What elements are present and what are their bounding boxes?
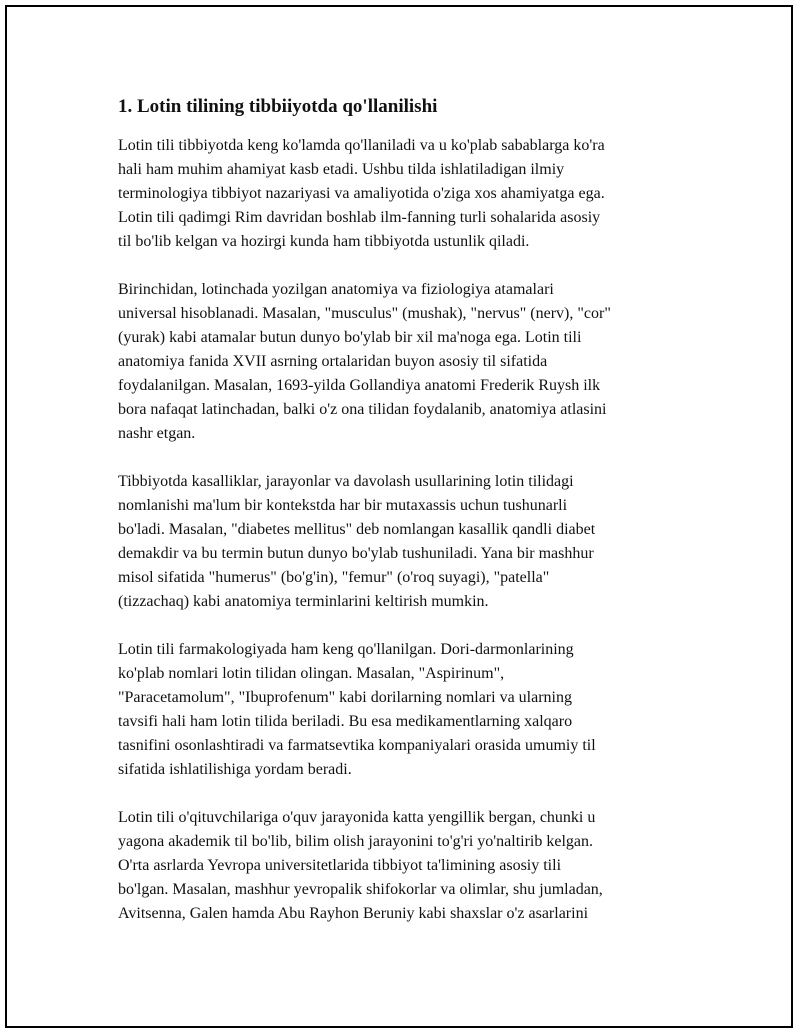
paragraph-diseases	[118, 470, 688, 614]
paragraph-line: terminologiya tibbiyot nazariyasi va amaliyotida o'ziga xos ahamiyatga ega.	[118, 185, 605, 202]
paragraph-line: nashr etgan.	[118, 425, 196, 442]
paragraph-line: tavsifi hali ham lotin tilida beriladi. Bu esa medikamentlarning xalqaro	[118, 713, 573, 730]
paragraph-line: Lotin tili qadimgi Rim davridan boshlab ilm-fanning turli sohalarida asosiy	[118, 209, 601, 226]
paragraph-line: yagona akademik til bo'lib, bilim olish jarayonini to'g'ri yo'naltirib kelgan.	[118, 833, 593, 850]
paragraph-line: anatomiya fanida XVII asrning ortalaridan buyon asosiy til sifatida	[118, 353, 548, 370]
paragraph-line: bo'lgan. Masalan, mashhur yevropalik shifokorlar va olimlar, shu jumladan,	[118, 881, 603, 898]
paragraph-education	[118, 806, 688, 926]
paragraph-line: universal hisoblanadi. Masalan, "musculus" (mushak), "nervus" (nerv), "cor"	[118, 305, 611, 322]
paragraph-line: demakdir va bu termin butun dunyo bo'ylab tushuniladi. Yana bir mashhur	[118, 545, 594, 562]
paragraph-line: til bo'lib kelgan va hozirgi kunda ham tibbiyotda ustunlik qiladi.	[118, 233, 530, 250]
paragraph-line: sifatida ishlatilishiga yordam beradi.	[118, 761, 352, 778]
section-title: 1. Lotin tilining tibbiiyotda qo'llanilishi	[118, 96, 438, 117]
paragraph-intro	[118, 134, 688, 254]
paragraph-line: Avitsenna, Galen hamda Abu Rayhon Beruniy kabi shaxslar o'z asarlarini	[118, 905, 589, 922]
paragraph-line: hali ham muhim ahamiyat kasb etadi. Ushbu tilda ishlatiladigan ilmiy	[118, 161, 565, 178]
paragraph-line: nomlanishi ma'lum bir kontekstda har bir mutaxassis uchun tushunarli	[118, 497, 568, 514]
paragraph-line: bo'ladi. Masalan, "diabetes mellitus" deb nomlangan kasallik qandli diabet	[118, 521, 596, 538]
paragraph-line: misol sifatida "humerus" (bo'g'in), "femur" (o'roq suyagi), "patella"	[118, 569, 550, 586]
paragraph-anatomy	[118, 278, 688, 446]
paragraph-line: O'rta asrlarda Yevropa universitetlarida tibbiyot ta'limining asosiy tili	[118, 857, 562, 874]
paragraph-line: Lotin tili farmakologiyada ham keng qo'llanilgan. Dori-darmonlarining	[118, 641, 574, 658]
paragraph-line: (tizzachaq) kabi anatomiya terminlarini keltirish mumkin.	[118, 593, 489, 610]
paragraph-line: (yurak) kabi atamalar butun dunyo bo'ylab bir xil ma'noga ega. Lotin tili	[118, 329, 582, 346]
paragraph-line: Birinchidan, lotinchada yozilgan anatomiya va fiziologiya atamalari	[118, 281, 554, 298]
document-content	[118, 94, 688, 950]
paragraph-line: Lotin tili o'qituvchilariga o'quv jarayonida katta yengillik bergan, chunki u	[118, 809, 596, 826]
paragraph-pharmacology	[118, 638, 688, 782]
paragraph-line: tasnifini osonlashtiradi va farmatsevtika kompaniyalari orasida umumiy til	[118, 737, 596, 754]
paragraph-line: "Paracetamolum", "Ibuprofenum" kabi dorilarning nomlari va ularning	[118, 689, 572, 706]
paragraph-line: bora nafaqat latinchadan, balki o'z ona tilidan foydalanib, anatomiya atlasini	[118, 401, 607, 418]
paragraph-line: foydalanilgan. Masalan, 1693-yilda Gollandiya anatomi Frederik Ruysh ilk	[118, 377, 601, 394]
paragraph-line: Lotin tili tibbiyotda keng ko'lamda qo'llaniladi va u ko'plab sabablarga ko'ra	[118, 137, 605, 154]
paragraph-line: ko'plab nomlari lotin tilidan olingan. Masalan, "Aspirinum",	[118, 665, 505, 682]
paragraph-line: Tibbiyotda kasalliklar, jarayonlar va davolash usullarining lotin tilidagi	[118, 473, 574, 490]
